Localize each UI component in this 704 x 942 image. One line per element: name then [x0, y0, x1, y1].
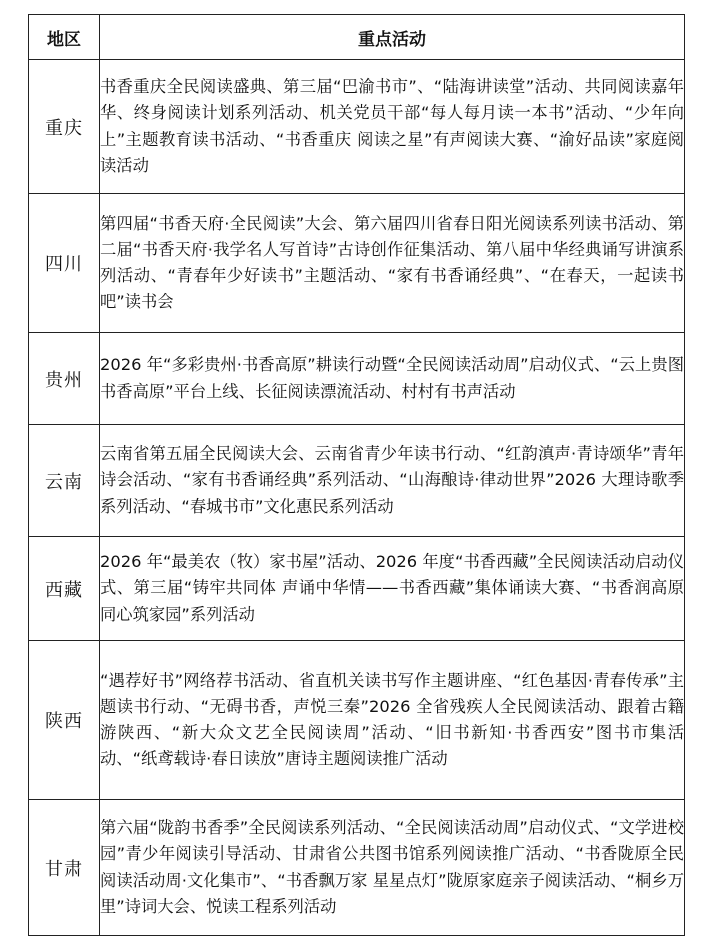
regional-activities-table — [28, 14, 685, 936]
activities-cell: “遇荐好书”网络荐书活动、省直机关读书写作主题讲座、“红色基因·青春传承”主题读书行动、“无碍书香，声悦三秦”2026 全省残疾人全民阅读活动、跟着古籍游陕西、“新大众文艺全民阅读周”活动、“旧书新知·书香西安”图书市集活动、“纸鸢载诗·春日读放”唐诗主题阅读推广活动 — [100, 641, 685, 800]
header-row — [29, 15, 685, 60]
table-row — [29, 60, 685, 194]
header-activities: 重点活动 — [100, 15, 685, 60]
table-row — [29, 537, 685, 641]
activities-cell: 云南省第五届全民阅读大会、云南省青少年读书行动、“红韵滇声·青诗颂华”青年诗会活动、“家有书香诵经典”系列活动、“山海酿诗·律动世界”2026 大理诗歌季系列活动、“春城书市”文化惠民系列活动 — [100, 425, 685, 537]
region-cell: 西藏 — [29, 537, 100, 641]
table-row — [29, 800, 685, 936]
table-row — [29, 425, 685, 537]
region-cell: 四川 — [29, 194, 100, 333]
activities-cell: 书香重庆全民阅读盛典、第三届“巴渝书市”、“陆海讲读堂”活动、共同阅读嘉年华、终身阅读计划系列活动、机关党员干部“每人每月读一本书”活动、“少年向上”主题教育读书活动、“书香重庆 阅读之星”有声阅读大赛、“渝好品读”家庭阅读活动 — [100, 60, 685, 194]
region-cell: 甘肃 — [29, 800, 100, 936]
region-cell: 陕西 — [29, 641, 100, 800]
region-cell: 重庆 — [29, 60, 100, 194]
activities-cell: 第六届“陇韵书香季”全民阅读系列活动、“全民阅读活动周”启动仪式、“文学进校园”青少年阅读引导活动、甘肃省公共图书馆系列阅读推广活动、“书香陇原全民阅读活动周·文化集市”、“书香飘万家 星星点灯”陇原家庭亲子阅读活动、“桐乡万里”诗词大会、悦读工程系列活动 — [100, 800, 685, 936]
activities-cell: 2026 年“多彩贵州·书香高原”耕读行动暨“全民阅读活动周”启动仪式、“云上贵图 书香高原”平台上线、长征阅读漂流活动、村村有书声活动 — [100, 333, 685, 425]
header-region: 地区 — [29, 15, 100, 60]
table-row — [29, 641, 685, 800]
activities-cell: 第四届“书香天府·全民阅读”大会、第六届四川省春日阳光阅读系列读书活动、第二届“书香天府·我学名人写首诗”古诗创作征集活动、第八届中华经典诵写讲演系列活动、“青春年少好读书”主题活动、“家有书香诵经典”、“在春天，一起读书吧”读书会 — [100, 194, 685, 333]
region-cell: 贵州 — [29, 333, 100, 425]
table-row — [29, 333, 685, 425]
table-row — [29, 194, 685, 333]
region-cell: 云南 — [29, 425, 100, 537]
activities-cell: 2026 年“最美农（牧）家书屋”活动、2026 年度“书香西藏”全民阅读活动启动仪式、第三届“铸牢共同体 声诵中华情——书香西藏”集体诵读大赛、“书香润高原 同心筑家园”系列活动 — [100, 537, 685, 641]
